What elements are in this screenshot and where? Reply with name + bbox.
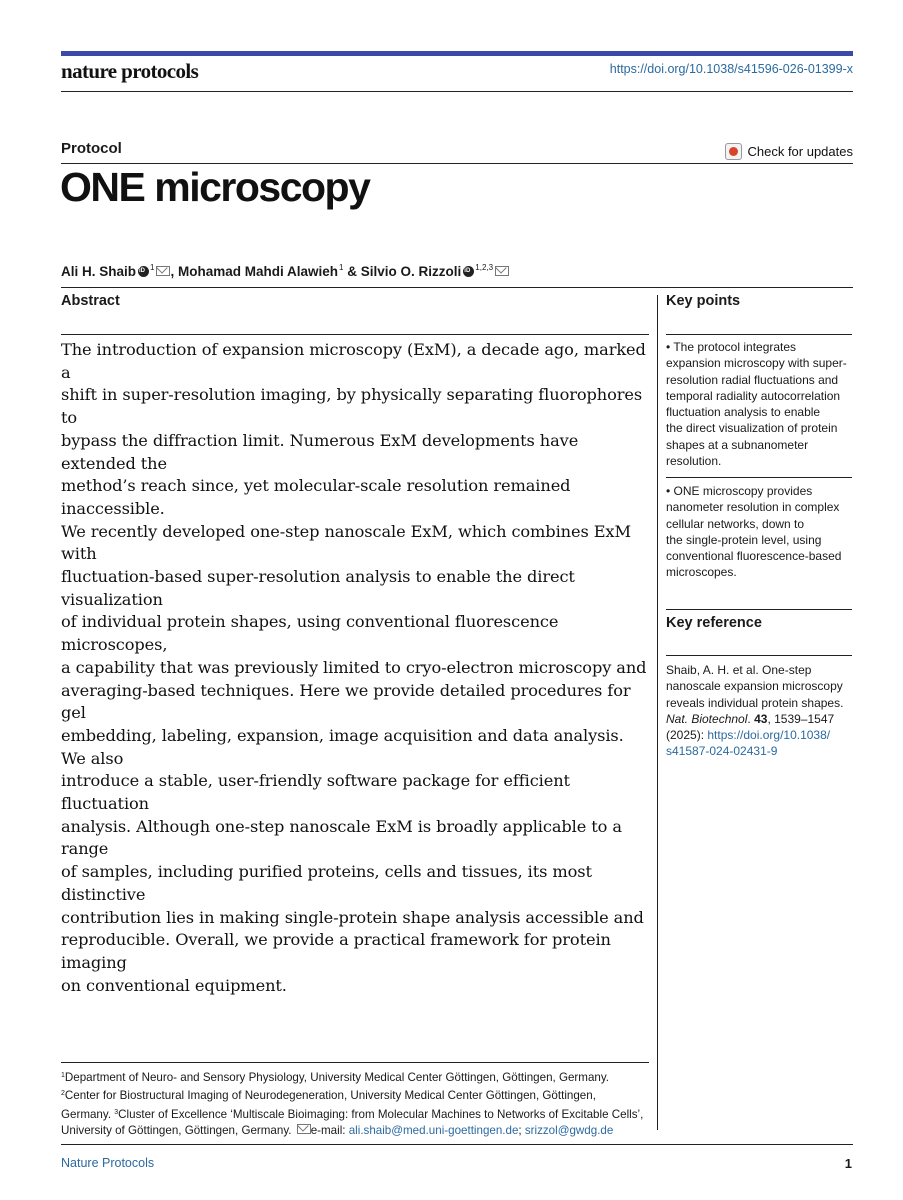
affil-number: 3: [114, 1108, 119, 1116]
author-affil: 1: [150, 263, 155, 272]
key-point-line: fluctuation analysis to enable: [666, 405, 821, 420]
affiliation-line: [61, 1068, 651, 1086]
key-point-line: • The protocol integrates: [666, 340, 797, 354]
check-for-updates-label: Check for updates: [747, 144, 853, 159]
page-number: 1: [844, 1156, 852, 1171]
abstract-line: of samples, including purified proteins, cells and tissues, its most distinctive: [61, 862, 592, 904]
key-point-line: expansion microscopy with super-: [666, 356, 847, 371]
key-point-line: • ONE microscopy provides: [666, 484, 813, 498]
header-divider: [61, 91, 853, 92]
key-point-line: cellular networks, down to: [666, 516, 805, 531]
orcid-icon[interactable]: [138, 266, 149, 277]
affil-text: University of Göttingen, Göttingen, Germany.: [61, 1123, 295, 1137]
reference-line: [666, 743, 852, 759]
top-accent-bar: [61, 51, 853, 56]
email-link[interactable]: ali.shaib@med.uni-goettingen.de: [348, 1123, 519, 1137]
abstract-line: analysis. Although one-step nanoscale ExM is broadly applicable to a range: [61, 816, 622, 859]
check-for-updates-button[interactable]: [725, 143, 853, 160]
footer-journal: Nature Protocols: [61, 1156, 155, 1170]
email-icon: [297, 1124, 311, 1134]
abstract-line: embedding, labeling, expansion, image acquisition and data analysis. We also: [61, 725, 624, 768]
reference-volume: 43: [754, 711, 768, 726]
key-reference-text: [666, 662, 852, 760]
affil-text: Department of Neuro- and Sensory Physiology, University Medical Center Göttingen, Göttingen, Germany.: [64, 1071, 609, 1084]
author-affil: 1: [339, 263, 344, 272]
affiliation-line: [61, 1086, 651, 1104]
key-point-line: microscopes.: [666, 565, 737, 580]
key-reference-heading: Key reference: [666, 615, 762, 631]
abstract-line: reproducible. Overall, we provide a practical framework for protein imaging: [61, 930, 611, 972]
affiliations: [61, 1068, 651, 1139]
key-points-heading: Key points: [666, 293, 741, 309]
abstract-line: of individual protein shapes, using conventional fluorescence microscopes,: [61, 612, 559, 655]
abstract-line: We recently developed one-step nanoscale ExM, which combines ExM with: [61, 521, 631, 564]
key-point-line: resolution.: [666, 454, 722, 469]
email-separator: ;: [518, 1123, 525, 1137]
affiliation-line: [61, 1105, 651, 1123]
email-label: e-mail:: [310, 1123, 349, 1137]
reference-period: .: [747, 711, 751, 726]
key-point-line: temporal radiality autocorrelation: [666, 388, 841, 403]
abstract-line: averaging-based techniques. Here we provide detailed procedures for gel: [61, 680, 631, 723]
reference-pages: , 1539–1547: [767, 711, 835, 726]
author-name[interactable]: Mohamad Mahdi Alawieh: [178, 264, 339, 279]
key-point-item: [666, 339, 852, 469]
email-link[interactable]: srizzol@gwdg.de: [524, 1123, 614, 1137]
reference-line: Shaib, A. H. et al. One-step: [666, 663, 812, 677]
key-point-line: resolution radial fluctuations and: [666, 372, 839, 387]
abstract-text: [61, 339, 649, 997]
journal-logo: nature protocols: [61, 59, 199, 83]
key-point-line: the single-protein level, using: [666, 532, 822, 547]
affil-number: 1: [61, 1072, 65, 1079]
affiliation-line: [61, 1123, 651, 1139]
crossmark-icon: [725, 143, 742, 160]
reference-line: reveals individual protein shapes.: [666, 695, 844, 710]
reference-journal: Nat. Biotechnol: [666, 711, 748, 726]
abstract-line: shift in super-resolution imaging, by physically separating fluorophores to: [61, 385, 643, 428]
article-type: Protocol: [61, 140, 122, 157]
reference-line: nanoscale expansion microscopy: [666, 679, 843, 694]
key-reference-top-divider: [666, 609, 852, 610]
footer-divider: [61, 1144, 853, 1145]
author-affil: 1,2,3: [475, 263, 494, 272]
abstract-heading: Abstract: [61, 293, 120, 309]
key-point-line: conventional fluorescence-based: [666, 549, 842, 564]
abstract-line: introduce a stable, user-friendly software package for efficient fluctuation: [61, 771, 570, 814]
orcid-icon[interactable]: [463, 266, 474, 277]
key-point-line: the direct visualization of protein: [666, 421, 838, 436]
abstract-line: bypass the diffraction limit. Numerous ExM developments have extended the: [61, 430, 579, 473]
affil-text: Germany.: [61, 1107, 115, 1121]
reference-year: (2025):: [666, 728, 708, 743]
affil-text: Center for Biostructural Imaging of Neurodegeneration, University Medical Center Göttingen, Göttingen,: [64, 1089, 596, 1103]
author-name[interactable]: Ali H. Shaib: [61, 264, 137, 279]
abstract-line: The introduction of expansion microscopy (ExM), a decade ago, marked a: [61, 340, 646, 382]
abstract-line: fluctuation-based super-resolution analysis to enable the direct visualization: [61, 567, 575, 609]
affil-text: Cluster of Excellence ‘Multiscale Bioimaging: from Molecular Machines to Networks of Excitable Cells’,: [118, 1107, 644, 1121]
affil-number: 2: [61, 1090, 65, 1098]
reference-line: [666, 727, 852, 743]
email-icon[interactable]: [495, 266, 509, 276]
reference-doi-link[interactable]: https://doi.org/10.1038/: [707, 728, 831, 743]
reference-doi-link[interactable]: s41587-024-02431-9: [666, 744, 778, 759]
reference-line: [666, 711, 852, 727]
abstract-line: on conventional equipment.: [61, 975, 287, 995]
key-point-line: shapes at a subnanometer: [666, 437, 809, 452]
author-list: [61, 263, 509, 279]
key-reference-divider: [666, 655, 852, 656]
affiliations-divider: [61, 1062, 649, 1063]
author-separator: ,: [170, 264, 175, 279]
column-divider: [657, 295, 658, 1130]
author-name[interactable]: Silvio O. Rizzoli: [360, 264, 462, 279]
abstract-line: a capability that was previously limited to cryo-electron microscopy and: [61, 657, 647, 677]
key-point-item: [666, 483, 852, 581]
abstract-divider: [61, 334, 649, 335]
email-icon[interactable]: [156, 266, 170, 276]
abstract-top-divider: [61, 287, 853, 288]
abstract-line: contribution lies in making single-protein shape analysis accessible and: [61, 907, 644, 927]
key-point-separator: [666, 477, 852, 478]
author-separator: &: [347, 264, 357, 279]
article-title: ONE microscopy: [60, 164, 370, 210]
key-points-divider: [666, 334, 852, 335]
abstract-line: method’s reach since, yet molecular-scale resolution remained inaccessible.: [61, 476, 571, 518]
doi-link[interactable]: https://doi.org/10.1038/s41596-026-01399-x: [609, 62, 853, 76]
key-point-line: nanometer resolution in complex: [666, 500, 840, 515]
